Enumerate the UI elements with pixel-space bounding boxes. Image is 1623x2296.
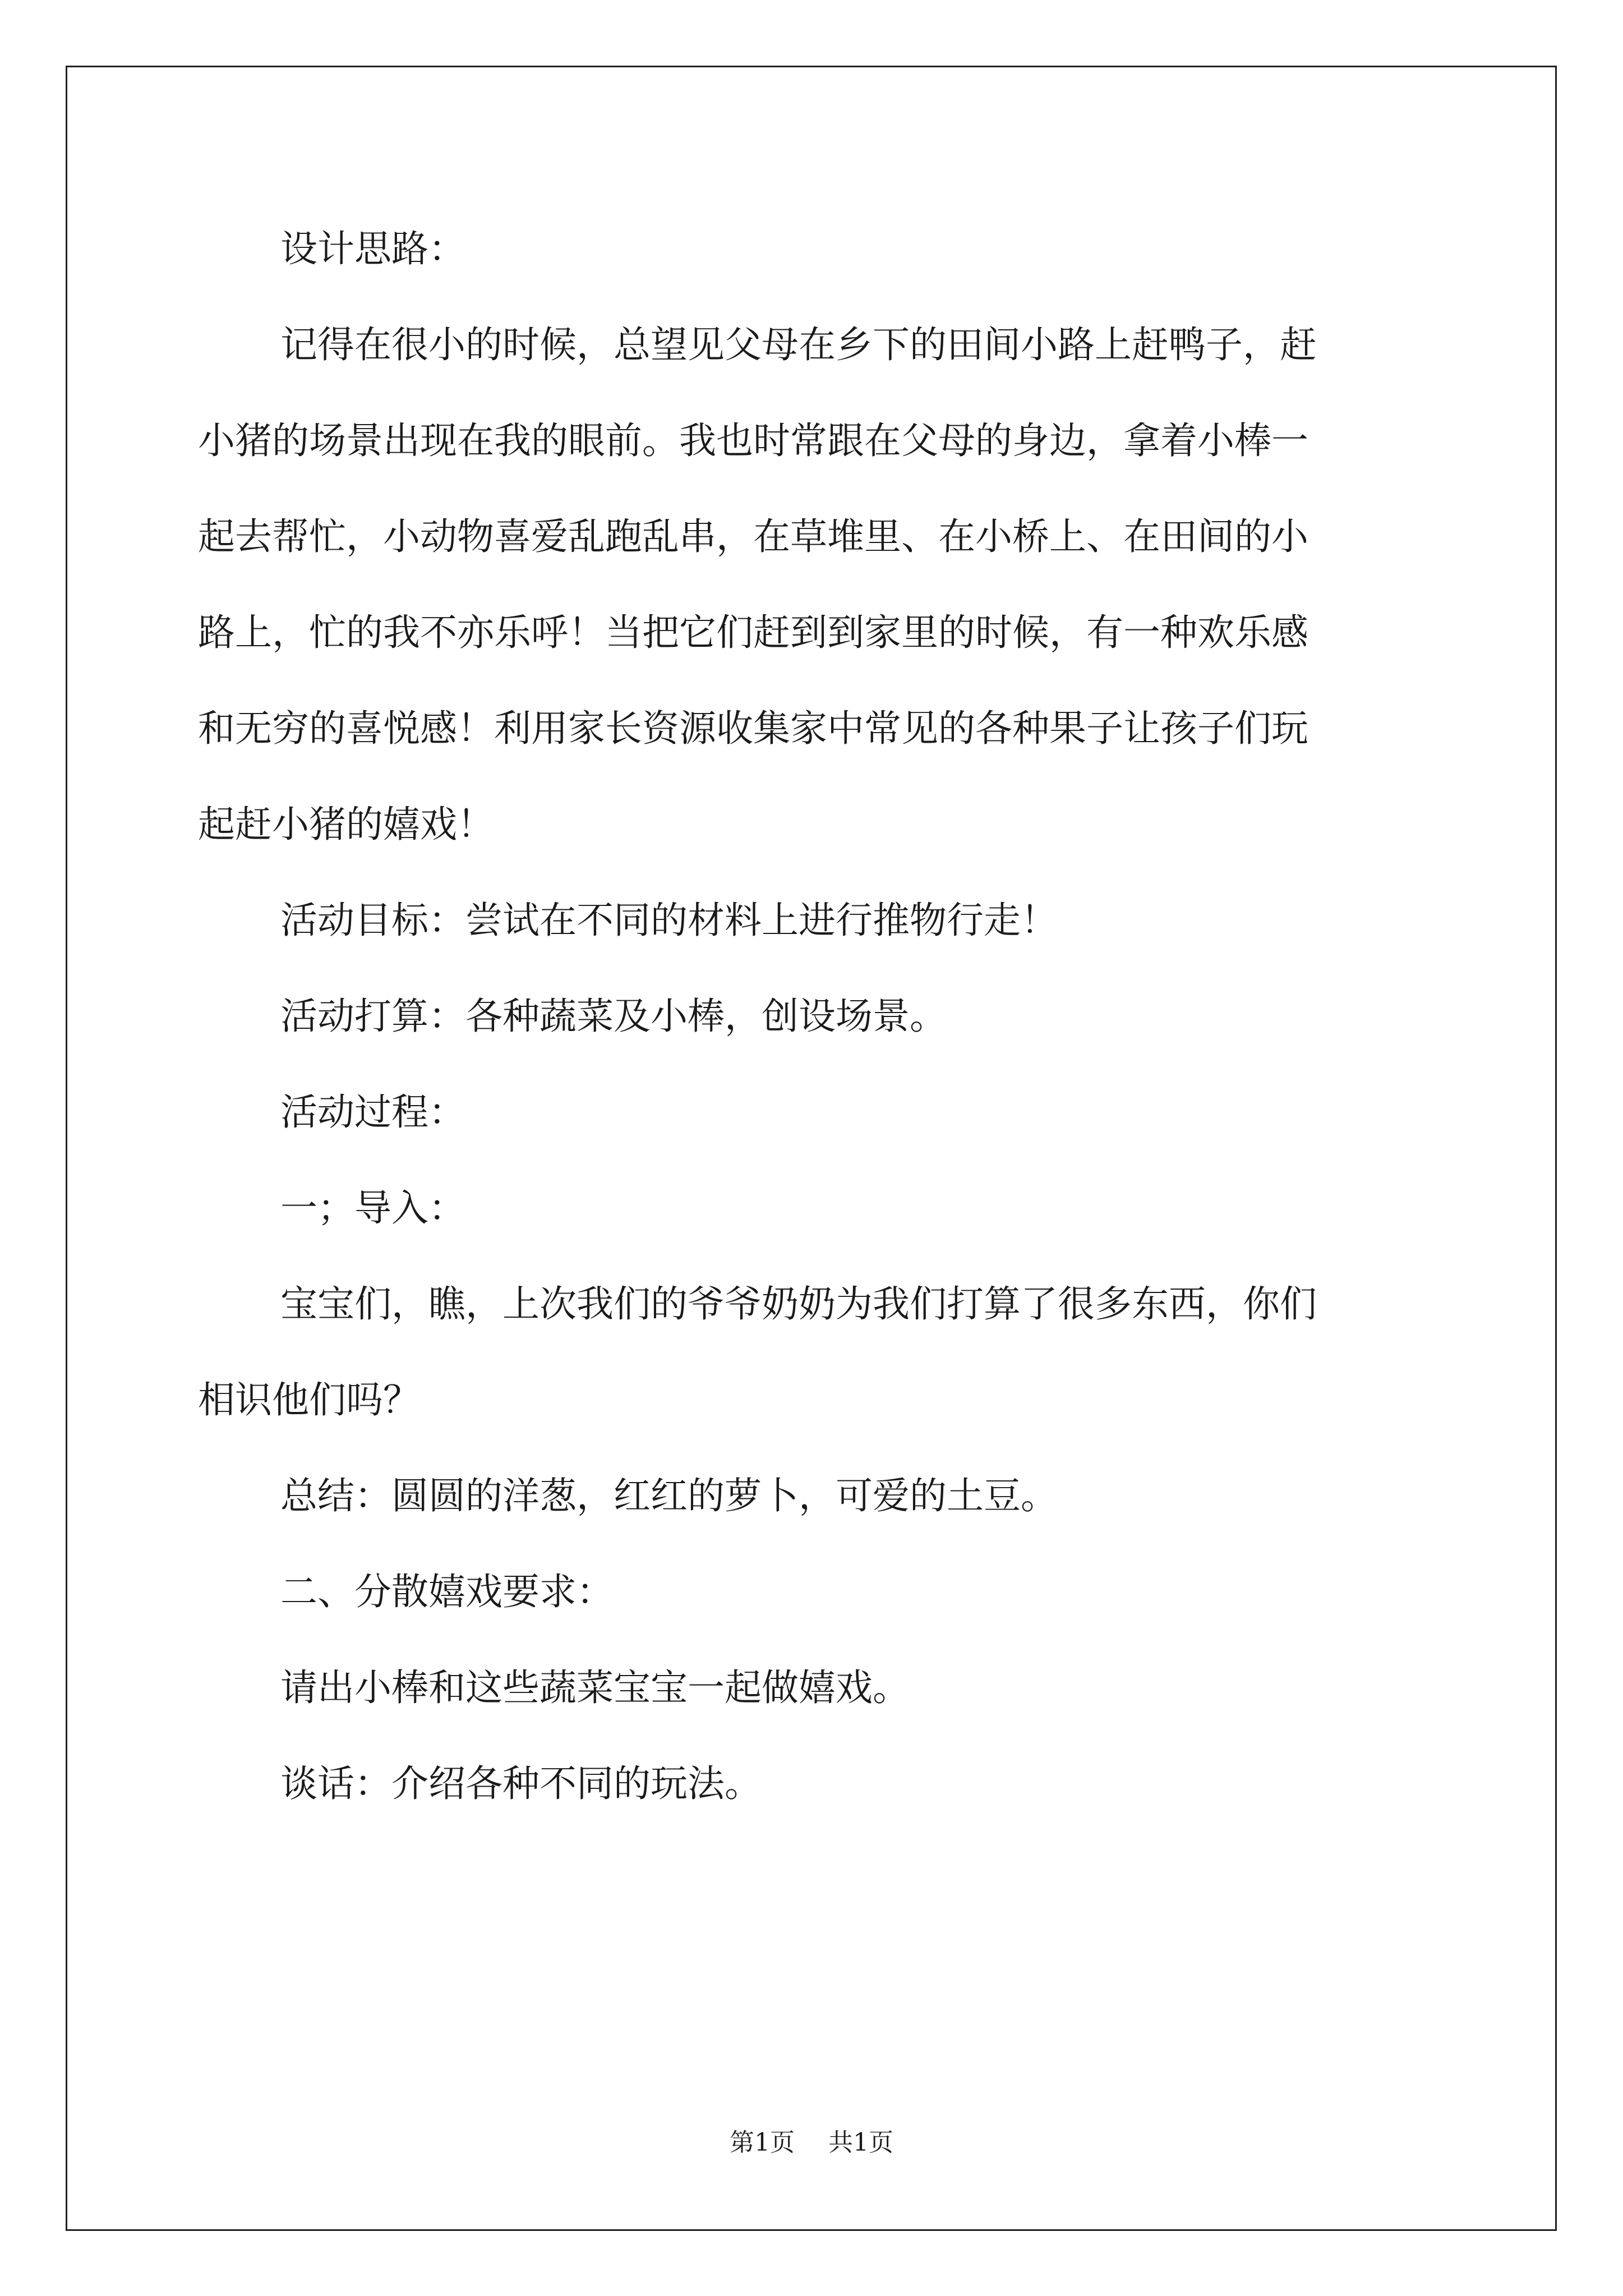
page-total: 共1页 — [828, 2128, 893, 2157]
page-footer — [0, 2126, 1623, 2160]
paragraph-design-idea-heading — [198, 201, 1432, 297]
paragraph-conversation — [198, 1736, 1432, 1832]
text-line: 和无穷的喜悦感！利用家长资源收集家中常见的各种果子让孩子们玩 — [198, 707, 1308, 750]
paragraph-intro-question — [198, 1256, 1432, 1448]
text-line: 活动过程： — [280, 1091, 465, 1134]
text-line: 活动打算：各种蔬菜及小棒，创设场景。 — [280, 995, 947, 1038]
page-number: 第1页 — [730, 2128, 795, 2157]
text-line: 二、分散嬉戏要求： — [280, 1570, 614, 1613]
text-line: 活动目标：尝试在不同的材料上进行推物行走！ — [280, 899, 1058, 942]
text-line: 宝宝们，瞧，上次我们的爷爷奶奶为我们打算了很多东西，你们 — [280, 1282, 1317, 1326]
text-line: 请出小棒和这些蔬菜宝宝一起做嬉戏。 — [280, 1666, 910, 1709]
text-line: 相识他们吗？ — [198, 1378, 420, 1421]
paragraph-section-two-heading — [198, 1544, 1432, 1640]
paragraph-activity-process-heading — [198, 1064, 1432, 1160]
text-line: 路上，忙的我不亦乐呼！当把它们赶到到家里的时候，有一种欢乐感 — [198, 611, 1308, 654]
paragraph-invite-play — [198, 1640, 1432, 1736]
paragraph-activity-goal — [198, 872, 1432, 968]
paragraph-section-one-heading — [198, 1160, 1432, 1256]
text-line: 小猪的场景出现在我的眼前。我也时常跟在父母的身边，拿着小棒一 — [198, 419, 1308, 462]
paragraph-activity-prep — [198, 968, 1432, 1064]
text-line: 设计思路： — [280, 227, 465, 270]
paragraph-summary — [198, 1448, 1432, 1544]
text-line: 谈话：介绍各种不同的玩法。 — [280, 1762, 762, 1805]
text-line: 一；导入： — [280, 1186, 465, 1230]
text-line: 起去帮忙，小动物喜爱乱跑乱串，在草堆里、在小桥上、在田间的小 — [198, 515, 1308, 558]
text-line: 记得在很小的时候，总望见父母在乡下的田间小路上赶鸭子，赶 — [280, 323, 1317, 366]
paragraph-design-idea-body — [198, 297, 1432, 872]
text-line: 起赶小猪的嬉戏！ — [198, 803, 494, 846]
text-line: 总结：圆圆的洋葱，红红的萝卜，可爱的土豆。 — [280, 1474, 1058, 1517]
